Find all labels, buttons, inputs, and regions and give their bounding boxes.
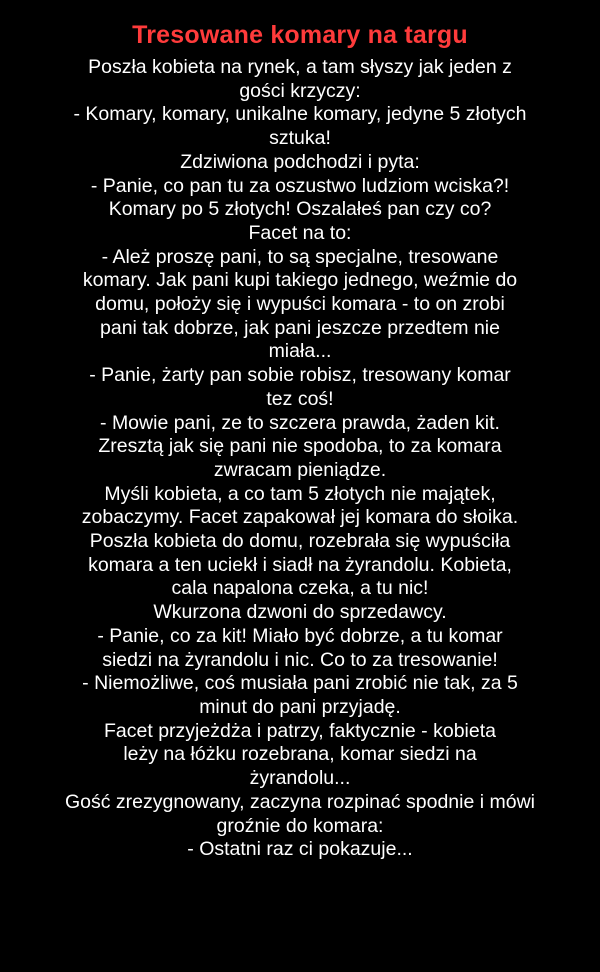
story-line: sztuka! bbox=[269, 127, 331, 150]
story-line: - Ostatni raz ci pokazuje... bbox=[187, 838, 413, 861]
story-line: domu, położy się i wypuści komara - to on zrobi bbox=[95, 293, 505, 316]
story-line: gości krzyczy: bbox=[239, 79, 361, 102]
story-line: Poszła kobieta na rynek, a tam słyszy jak jeden z bbox=[88, 56, 512, 78]
story-line: - Komary, komary, unikalne komary, jedyne 5 złotych bbox=[73, 103, 527, 126]
story-line: - Panie, co za kit! Miało być dobrze, a tu komar bbox=[97, 624, 503, 647]
story-text bbox=[0, 56, 600, 862]
story-line: Facet na to: bbox=[248, 221, 352, 244]
story-line: - Niemożliwe, coś musiała pani zrobić nie tak, za 5 bbox=[82, 672, 518, 695]
story-line: siedzi na żyrandolu i nic. Co to za tresowanie! bbox=[102, 648, 498, 671]
story-line: Komary po 5 złotych! Oszalałeś pan czy co? bbox=[108, 198, 492, 221]
story-line: Myśli kobieta, a co tam 5 złotych nie majątek, bbox=[104, 482, 496, 505]
story-line: groźnie do komara: bbox=[216, 814, 384, 837]
story-line: Poszła kobieta do domu, rozebrała się wypuściła bbox=[89, 530, 511, 553]
story-line: Facet przyjeżdża i patrzy, faktycznie - kobieta bbox=[104, 719, 496, 742]
story-line: - Mowie pani, ze to szczera prawda, żaden kit. bbox=[100, 411, 500, 434]
story-line: minut do pani przyjadę. bbox=[199, 695, 401, 718]
story-line: miała... bbox=[268, 340, 332, 363]
story-line: leży na łóżku rozebrana, komar siedzi na bbox=[123, 743, 477, 766]
story-line: cala napalona czeka, a tu nic! bbox=[171, 577, 429, 600]
story-line: komary. Jak pani kupi takiego jednego, weźmie do bbox=[82, 269, 518, 292]
story-line: Gość zrezygnowany, zaczyna rozpinać spodnie i mówi bbox=[64, 790, 536, 813]
story-line: tez coś! bbox=[266, 387, 334, 410]
story-line: - Panie, żarty pan sobie robisz, tresowany komar bbox=[89, 364, 511, 387]
story-line: zobaczymy. Facet zapakował jej komara do słoika. bbox=[81, 506, 519, 529]
story-line: - Ależ proszę pani, to są specjalne, tresowane bbox=[101, 245, 499, 268]
story-line: - Panie, co pan tu za oszustwo ludziom wciska?! bbox=[90, 174, 510, 197]
story-line: komara a ten uciekł i siadł na żyrandolu. Kobieta, bbox=[88, 553, 512, 576]
story-line: Zresztą jak się pani nie spodoba, to za komara bbox=[98, 435, 502, 458]
story-line: pani tak dobrze, jak pani jeszcze przedtem nie bbox=[100, 316, 500, 339]
story-line: żyrandolu... bbox=[249, 767, 351, 790]
page-title: Tresowane komary na targu bbox=[132, 21, 468, 49]
story-line: zwracam pieniądze. bbox=[213, 458, 387, 481]
story-line: Wkurzona dzwoni do sprzedawcy. bbox=[153, 601, 447, 624]
story-line: Zdziwiona podchodzi i pyta: bbox=[180, 150, 420, 173]
